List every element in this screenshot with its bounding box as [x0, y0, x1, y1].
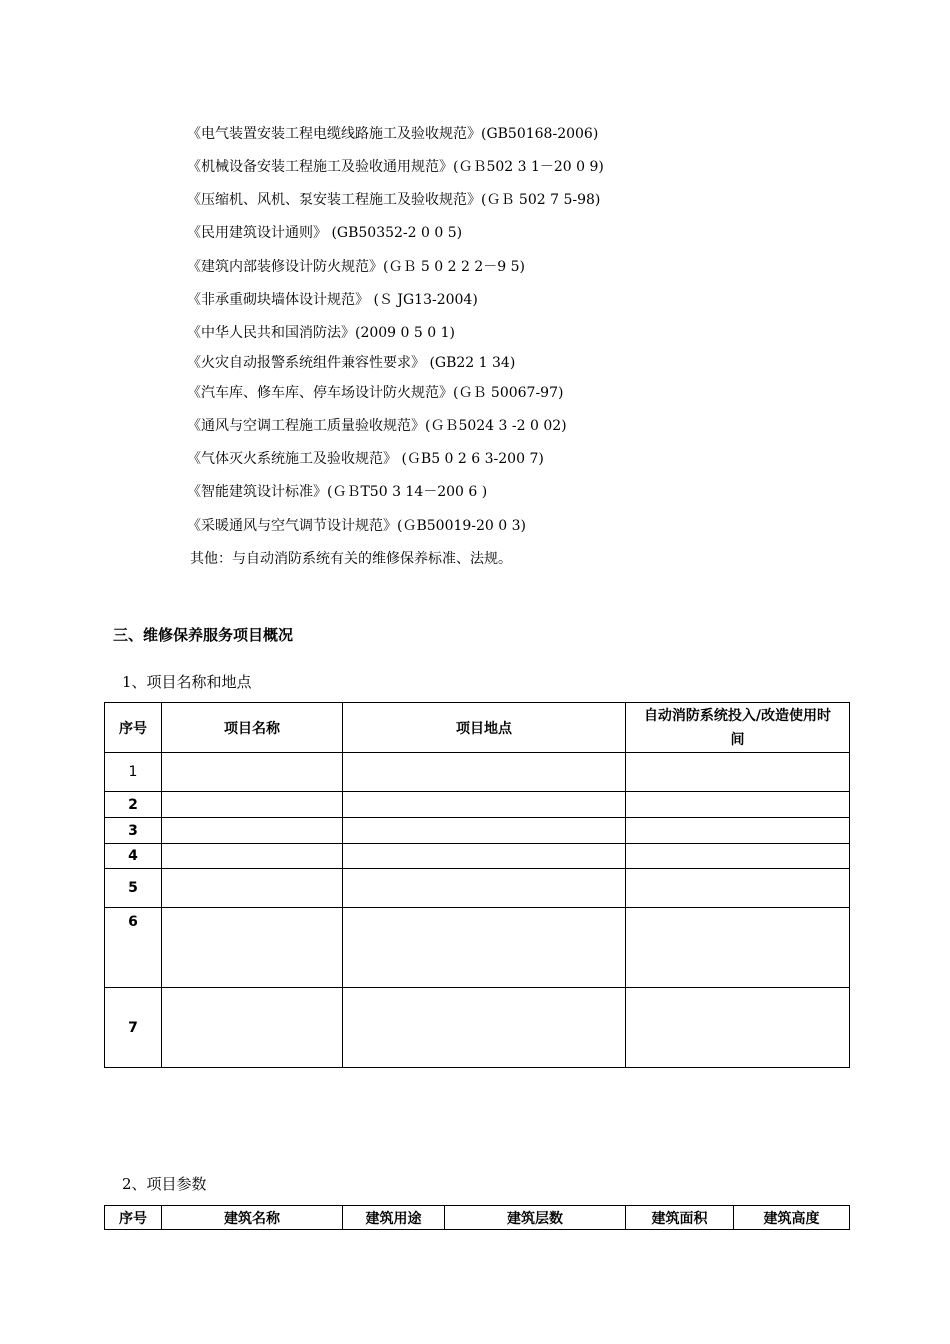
col-header-building-height: 建筑高度: [734, 1206, 850, 1230]
standard-item-other: 其他：与自动消防系统有关的维修保养标准、法规。: [190, 551, 512, 567]
cell-commission-time[interactable]: [626, 792, 850, 818]
cell-project-name[interactable]: [162, 792, 343, 818]
col-header-building-floors: 建筑层数: [445, 1206, 626, 1230]
cell-project-name[interactable]: [162, 988, 343, 1068]
table-row: [105, 908, 850, 988]
col-header-commission-time: 自动消防系统投入/改造使用时间: [626, 703, 850, 753]
cell-commission-time[interactable]: [626, 818, 850, 844]
cell-project-name[interactable]: [162, 818, 343, 844]
cell-project-location[interactable]: [343, 869, 626, 908]
table-row: [105, 988, 850, 1068]
standard-item: 《智能建筑设计标准》(ＧＢT50 3 14－200 6 ): [187, 484, 488, 500]
col-header-project-location: 项目地点: [343, 703, 626, 753]
row-index: 2: [105, 792, 162, 818]
params-table: [104, 1205, 850, 1230]
cell-project-name[interactable]: [162, 753, 343, 792]
cell-project-name[interactable]: [162, 844, 343, 869]
table-header-row: [105, 703, 850, 753]
row-index: 6: [105, 908, 162, 988]
table-row: [105, 869, 850, 908]
cell-project-name[interactable]: [162, 869, 343, 908]
row-index: 7: [105, 988, 162, 1068]
cell-commission-time[interactable]: [626, 908, 850, 988]
cell-project-location[interactable]: [343, 844, 626, 869]
table-row: [105, 792, 850, 818]
cell-commission-time[interactable]: [626, 869, 850, 908]
standard-item: 《气体灭火系统施工及验收规范》 (ＧB5 0 2 6 3-200 7): [187, 451, 544, 467]
section-heading: 三、维修保养服务项目概况: [113, 626, 294, 644]
row-index: 3: [105, 818, 162, 844]
col-header-project-name: 项目名称: [162, 703, 343, 753]
table-row: [105, 844, 850, 869]
standard-item: 《机械设备安装工程施工及验收通用规范》(ＧＢ502 3 1－20 0 9): [187, 159, 604, 175]
row-index: 1: [105, 753, 162, 792]
cell-commission-time[interactable]: [626, 753, 850, 792]
cell-project-location[interactable]: [343, 818, 626, 844]
standard-item: 《汽车库、修车库、停车场设计防火规范》(ＧＢ 50067-97): [187, 385, 564, 401]
cell-commission-time[interactable]: [626, 988, 850, 1068]
cell-project-name[interactable]: [162, 908, 343, 988]
col-header-building-area: 建筑面积: [626, 1206, 734, 1230]
project-table: [104, 702, 850, 1068]
table-row: [105, 818, 850, 844]
cell-project-location[interactable]: [343, 988, 626, 1068]
cell-project-location[interactable]: [343, 908, 626, 988]
cell-project-location[interactable]: [343, 753, 626, 792]
standard-item: 《电气装置安装工程电缆线路施工及验收规范》(GB50168-2006): [187, 126, 599, 142]
standard-item: 《中华人民共和国消防法》(2009 0 5 0 1): [187, 325, 455, 341]
standard-item: 《民用建筑设计通则》 (GB50352-2 0 0 5): [187, 225, 463, 241]
row-index: 5: [105, 869, 162, 908]
row-index: 4: [105, 844, 162, 869]
standard-item: 《建筑内部装修设计防火规范》(ＧＢ 5 0 2 2 2－9 5): [187, 259, 525, 275]
col-header-building-use: 建筑用途: [343, 1206, 445, 1230]
col-header-index: 序号: [105, 703, 162, 753]
table-header-row: [105, 1206, 850, 1230]
standard-item: 《非承重砌块墙体设计规范》 (Ｓ JG13-2004): [187, 292, 478, 308]
cell-commission-time[interactable]: [626, 844, 850, 869]
sub-heading-project-params: 2、项目参数: [122, 1175, 207, 1193]
standard-item: 《火灾自动报警系统组件兼容性要求》 (GB22 1 34): [187, 355, 516, 371]
table-row: [105, 753, 850, 792]
sub-heading-project-name: 1、项目名称和地点: [122, 673, 252, 691]
standard-item: 《压缩机、风机、泵安装工程施工及验收规范》(ＧＢ 502 7 5-98): [187, 192, 601, 208]
cell-project-location[interactable]: [343, 792, 626, 818]
col-header-building-name: 建筑名称: [162, 1206, 343, 1230]
standard-item: 《采暖通风与空气调节设计规范》(ＧB50019-20 0 3): [187, 518, 527, 534]
standard-item: 《通风与空调工程施工质量验收规范》(ＧＢ5024 3 -2 0 02): [187, 418, 567, 434]
col-header-index: 序号: [105, 1206, 162, 1230]
